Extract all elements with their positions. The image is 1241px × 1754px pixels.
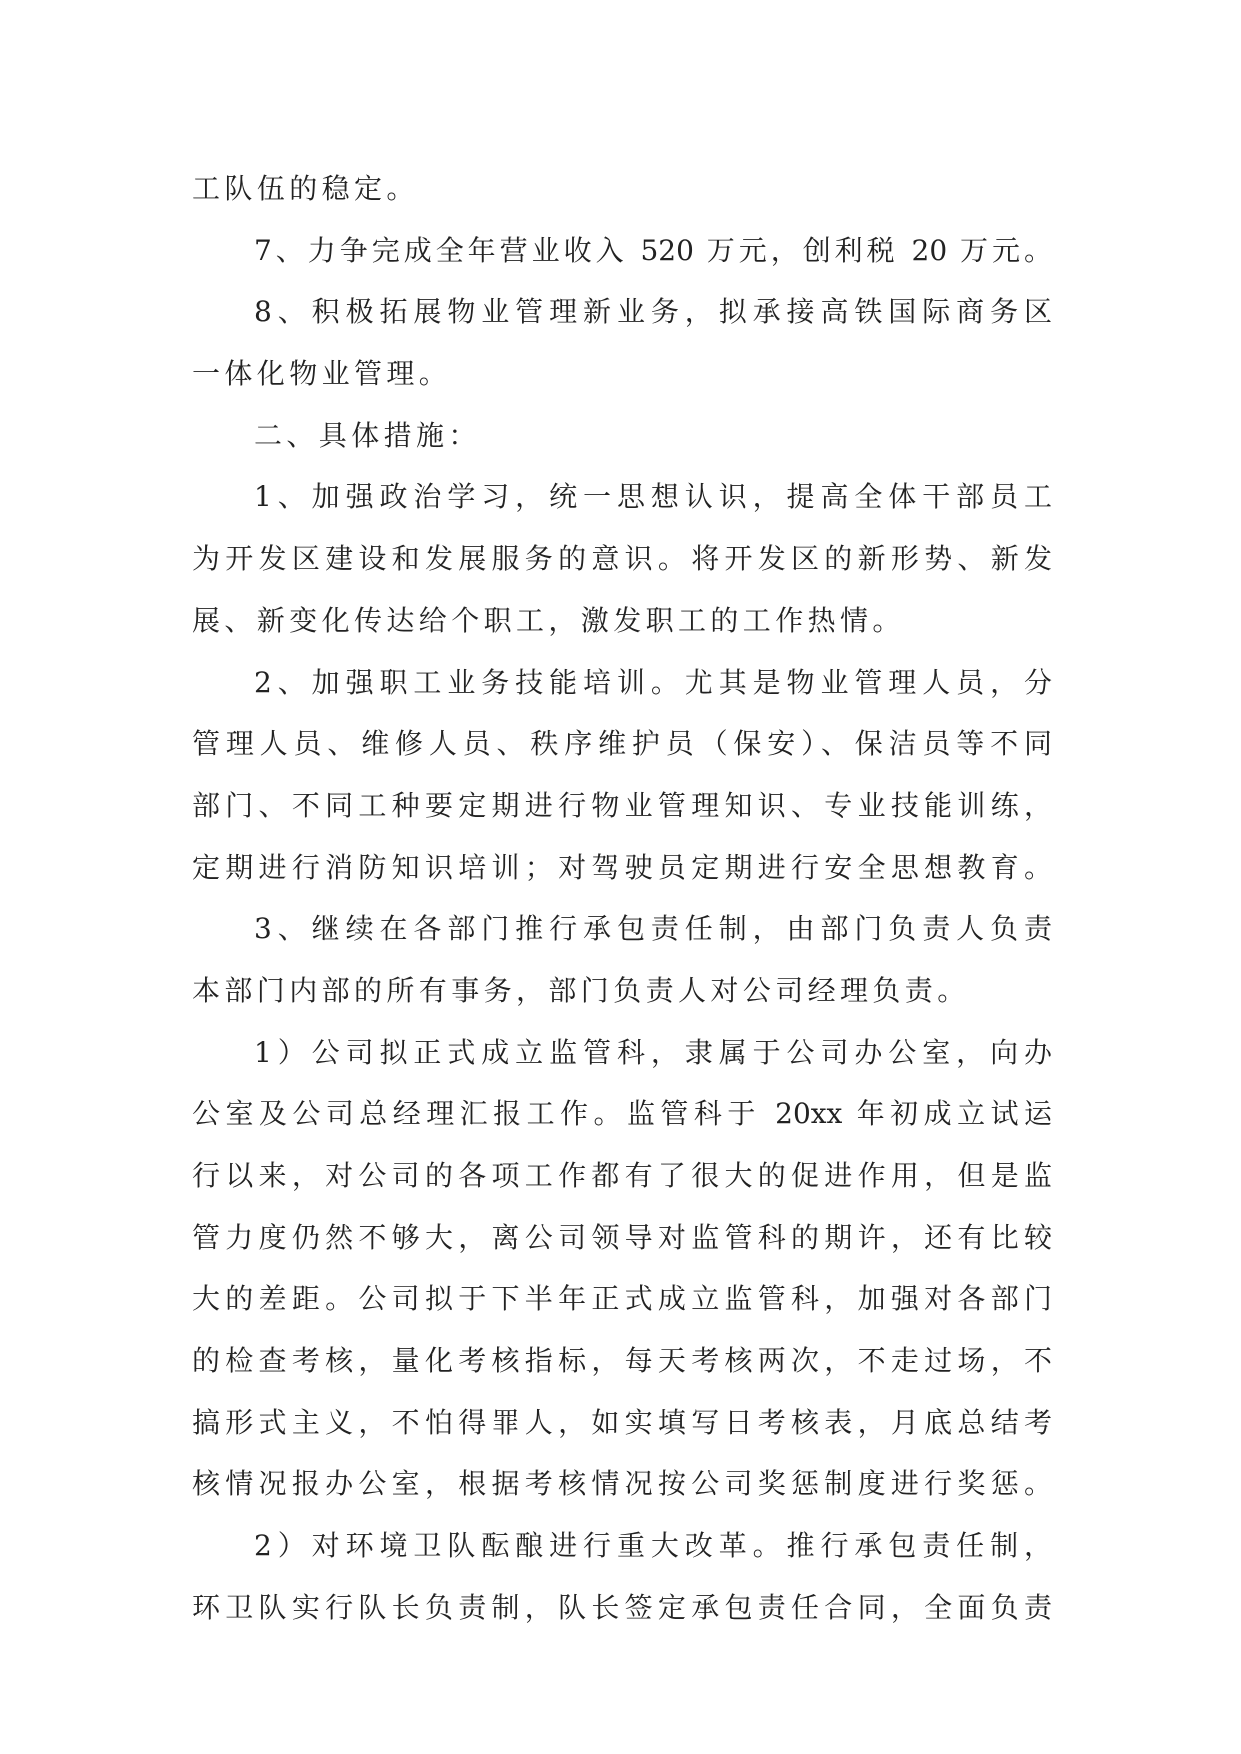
section-heading: 二、具体措施： [254, 418, 481, 452]
text-line: 核情况报办公室，根据考核情况按公司奖惩制度进行奖惩。 [192, 1467, 1052, 1501]
text-line: 定期进行消防知识培训；对驾驶员定期进行安全思想教育。 [192, 850, 1052, 884]
text-line: 管力度仍然不够大，离公司领导对监管科的期许，还有比较 [192, 1220, 1052, 1254]
text-line: 搞形式主义，不怕得罪人，如实填写日考核表，月底总结考 [192, 1405, 1052, 1439]
text-line: 展、新变化传达给个职工，激发职工的工作热情。 [192, 603, 905, 637]
text-line: 大的差距。公司拟于下半年正式成立监管科，加强对各部门 [192, 1282, 1052, 1316]
document-page [192, 158, 1052, 1639]
text-line: 为开发区建设和发展服务的意识。将开发区的新形势、新发 [192, 542, 1052, 576]
text-line: 3、继续在各部门推行承包责任制，由部门负责人负责 [254, 912, 1052, 946]
text-line: 1、加强政治学习，统一思想认识，提高全体干部员工 [254, 480, 1052, 514]
text-line: 的检查考核，量化考核指标，每天考核两次，不走过场，不 [192, 1344, 1052, 1378]
text-line: 行以来，对公司的各项工作都有了很大的促进作用，但是监 [192, 1159, 1052, 1192]
text-line: 2、加强职工业务技能培训。尤其是物业管理人员，分 [254, 665, 1052, 699]
text-line: 2）对环境卫队酝酿进行重大改革。推行承包责任制， [254, 1529, 1052, 1563]
text-line: 公室及公司总经理汇报工作。监管科于 20xx 年初成立试运 [192, 1097, 1052, 1131]
text-line: 管理人员、维修人员、秩序维护员（保安）、保洁员等不同 [192, 727, 1052, 761]
text-line: 7、力争完成全年营业收入 520 万元，创利税 20 万元。 [254, 233, 1052, 267]
text-line: 8、积极拓展物业管理新业务，拟承接高铁国际商务区 [254, 295, 1052, 329]
text-line: 工队伍的稳定。 [192, 172, 419, 205]
text-line: 1）公司拟正式成立监管科，隶属于公司办公室，向办 [254, 1035, 1052, 1069]
text-line: 部门、不同工种要定期进行物业管理知识、专业技能训练， [192, 788, 1052, 822]
text-line: 环卫队实行队长负责制，队长签定承包责任合同，全面负责 [192, 1590, 1052, 1624]
text-line: 本部门内部的所有事务，部门负责人对公司经理负责。 [192, 973, 970, 1007]
text-line: 一体化物业管理。 [192, 357, 452, 391]
